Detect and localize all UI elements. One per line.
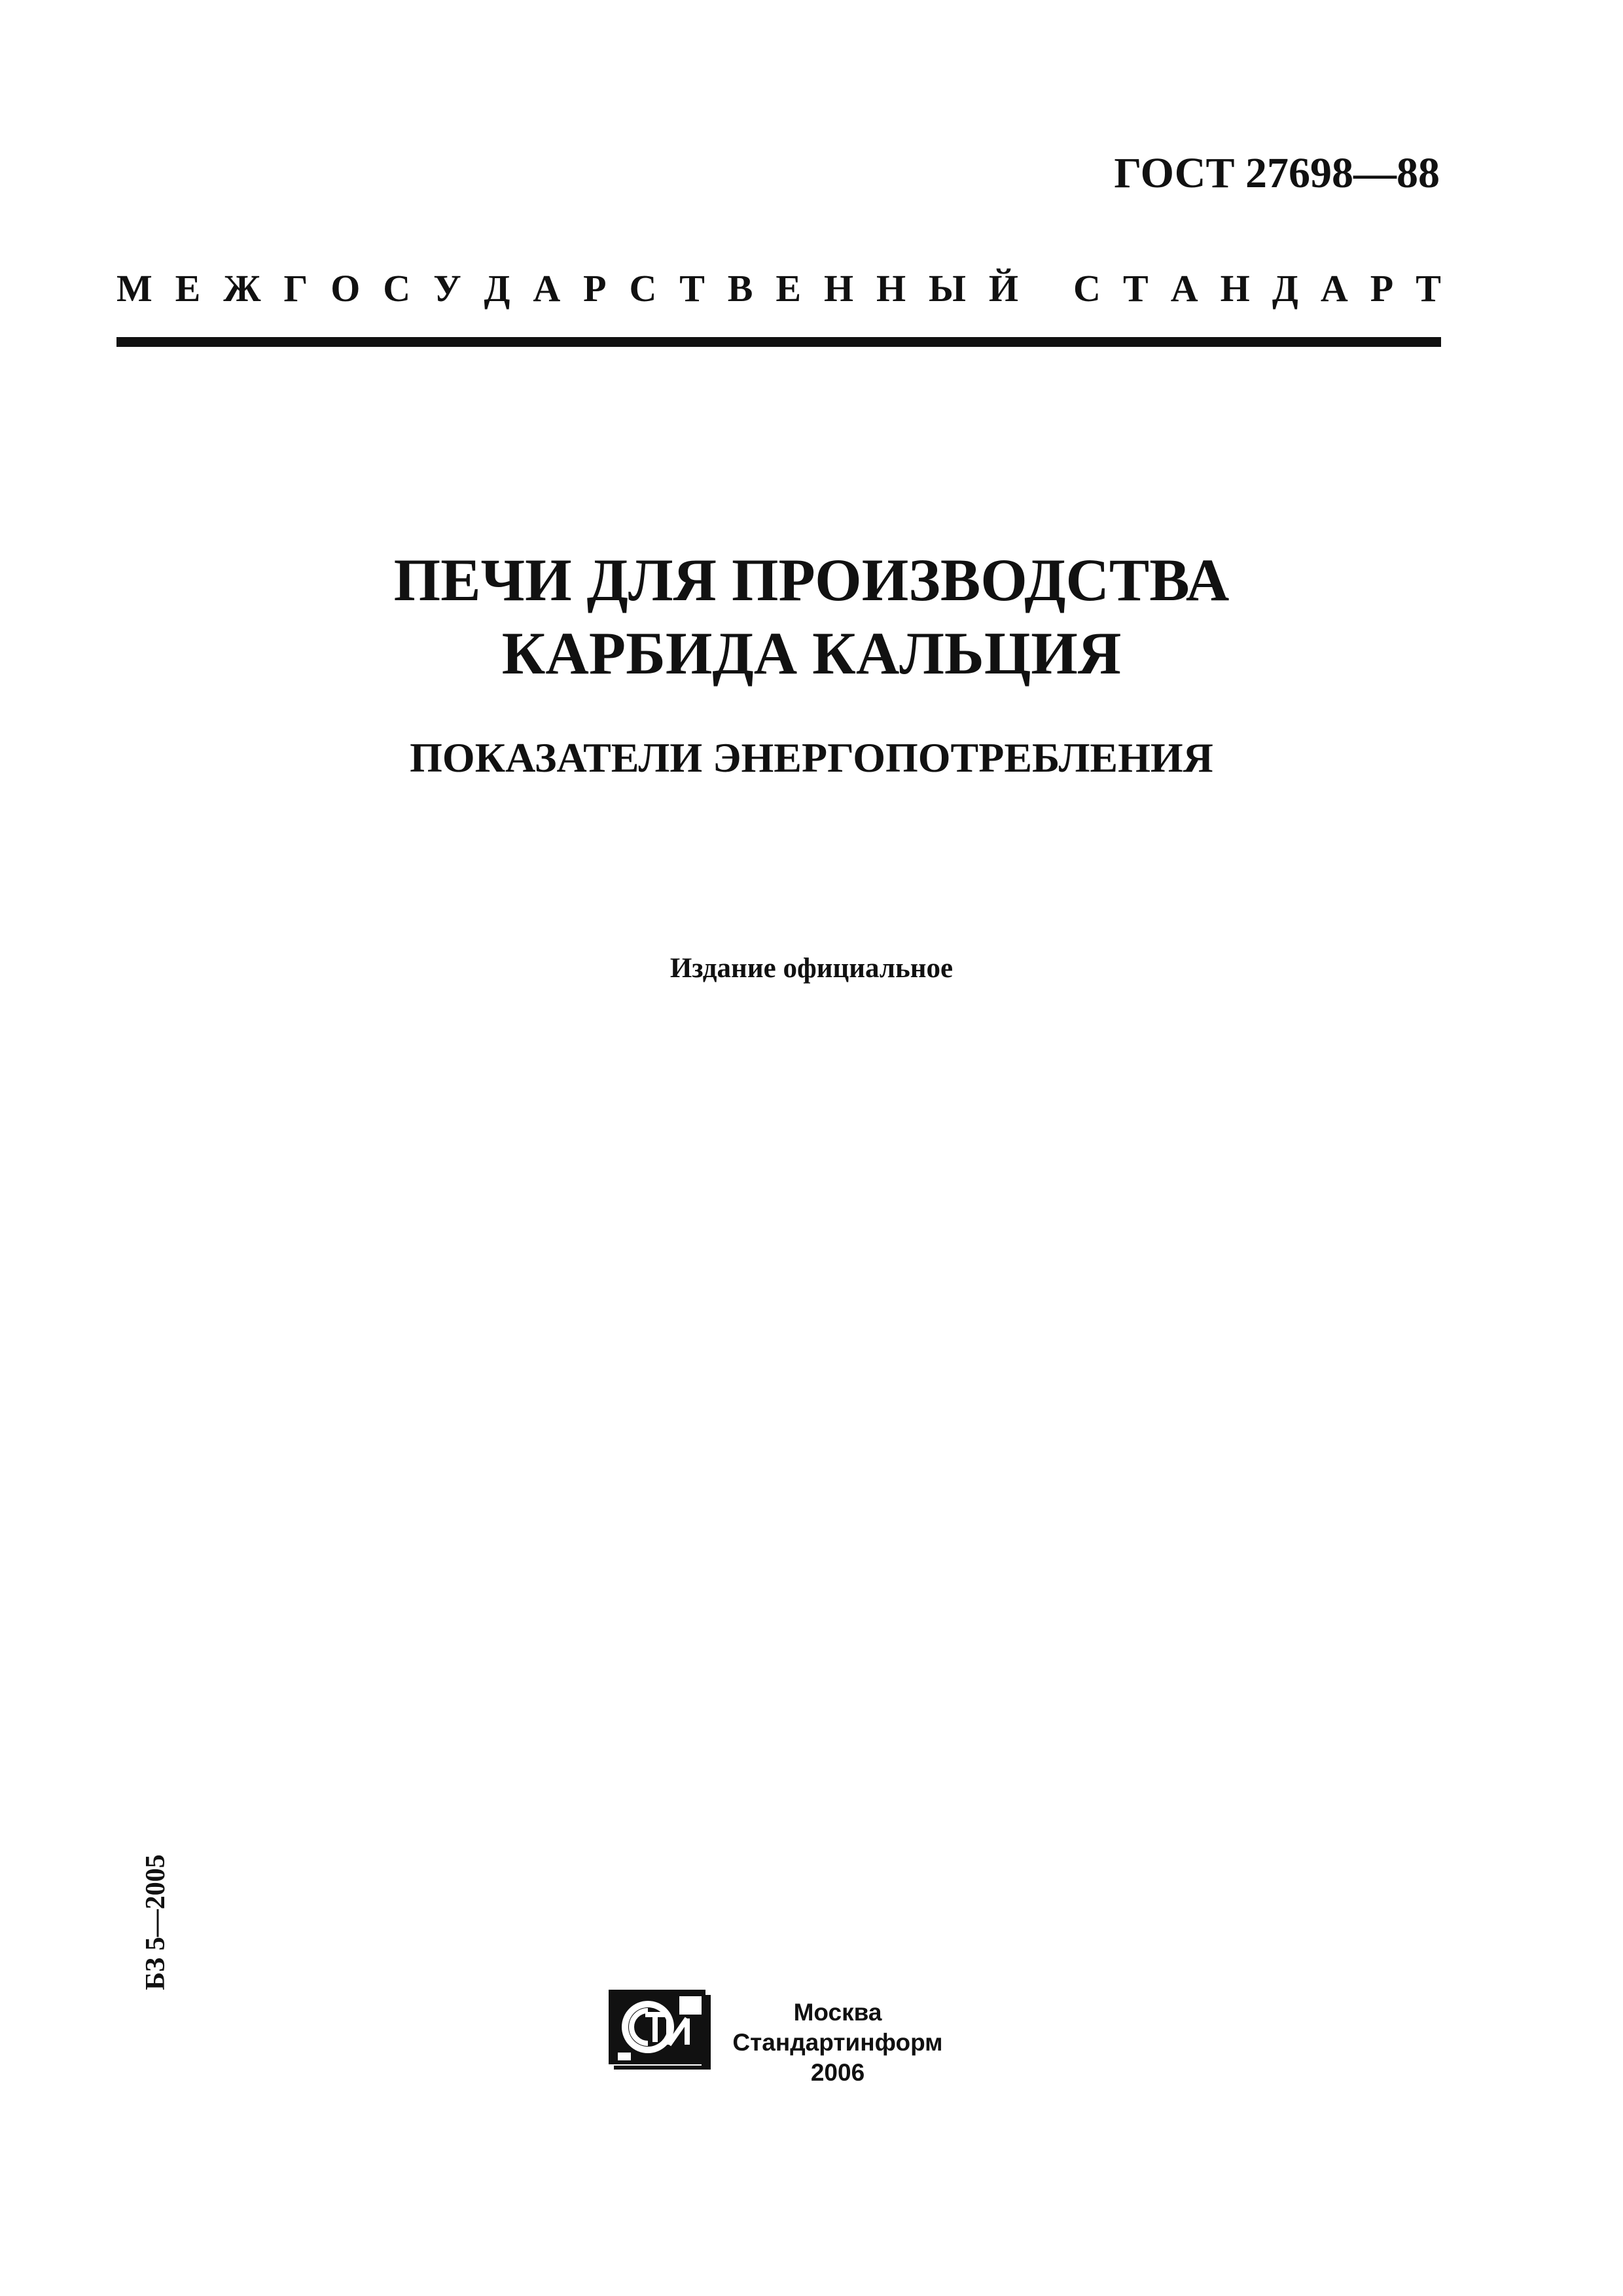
edition-note: Издание официальное (669, 953, 954, 984)
standard-number: ГОСТ 27698—88 (1114, 149, 1440, 197)
header-rule (116, 337, 1441, 347)
imprint (720, 1998, 955, 2088)
document-subtitle: ПОКАЗАТЕЛИ ЭНЕРГОПОТРЕБЛЕНИЯ (410, 734, 1213, 781)
imprint-city: Москва (793, 1999, 882, 2026)
title-line: ПЕЧИ ДЛЯ ПРОИЗВОДСТВА (393, 547, 1230, 613)
document-title (0, 543, 1623, 690)
imprint-year: 2006 (810, 2059, 865, 2086)
header-banner (116, 267, 1441, 310)
header-banner-word-standard: С Т А Н Д А Р Т (1073, 267, 1441, 310)
imprint-publisher: Стандартинформ (732, 2029, 943, 2056)
header-banner-word-interstate: М Е Ж Г О С У Д А Р С Т В Е Н Н Ы Й (116, 267, 1018, 310)
title-line: КАРБИДА КАЛЬЦИЯ (501, 620, 1122, 687)
side-code: БЗ 5—2005 (141, 1854, 171, 1990)
standartinform-logo-icon (609, 1990, 711, 2070)
